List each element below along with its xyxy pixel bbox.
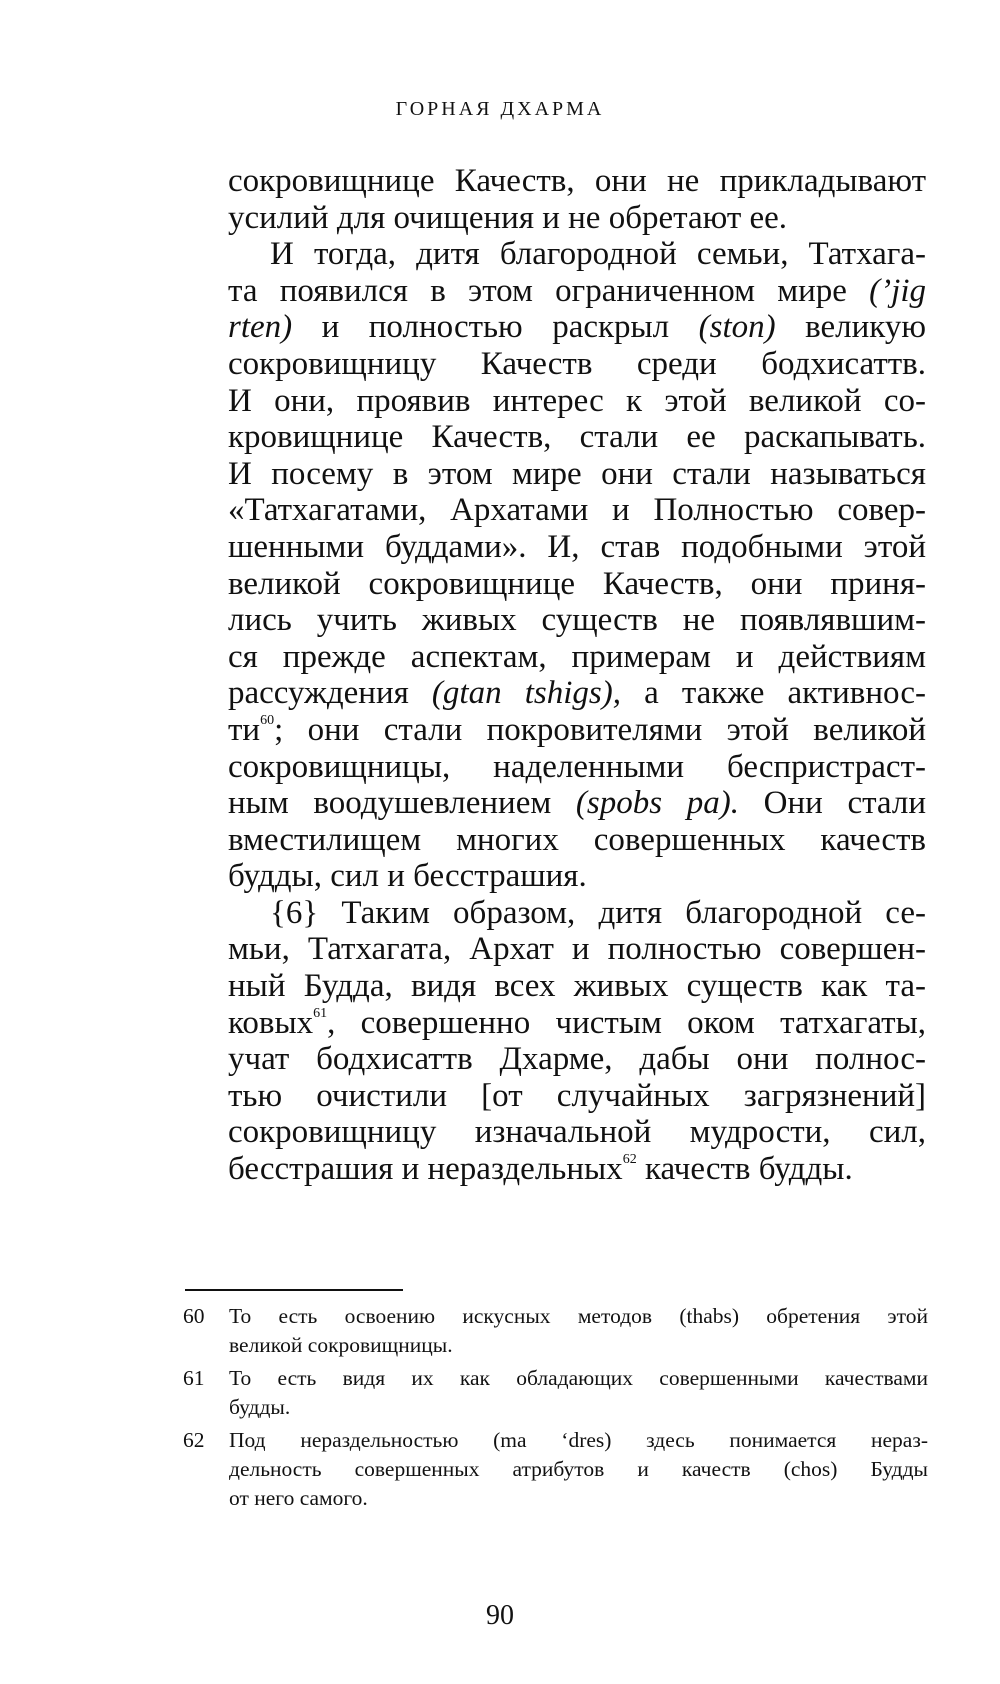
footnote-number: 62: [183, 1428, 205, 1452]
body-line: учат бодхисаттв Дхарме, дабы они полнос-: [228, 1041, 926, 1078]
body-line: сокровищнице Качеств, они не прикладывают: [228, 163, 926, 199]
footnote: [183, 1302, 928, 1360]
footnote-line: Под нераздельностью (ma ‘dres) здесь понимается нераз-: [229, 1428, 928, 1452]
footnote-ref: 61: [313, 1005, 328, 1021]
body-line: И тогда, дитя благородной семьи, Татхага-: [270, 236, 926, 273]
footnote-ref: 60: [260, 712, 275, 728]
body-line: вместилищем многих совершенных качеств: [228, 821, 926, 858]
body-line: ковых$^{61}$, совершенно чистым оком татхагаты,: [228, 1004, 926, 1041]
body-line: кровищнице Качеств, стали ее раскапывать.: [228, 419, 926, 456]
footnote: [183, 1426, 928, 1513]
body-line: бесстрашия и нераздельных$^{62}$ качеств будды.: [228, 1151, 853, 1188]
body-line: $ти^{60}$; они стали покровителями этой великой: [228, 711, 926, 748]
body-line: лись учить живых существ не появлявшим-: [228, 602, 926, 639]
body-line: великой сокровищнице Качеств, они приня-: [228, 565, 926, 602]
footnote-number: 61: [183, 1366, 205, 1390]
footnote-number: 60: [183, 1304, 205, 1328]
body-line: «Татхагатами, Архатами и Полностью совер-: [228, 492, 926, 529]
body-line: рассуждения (gtan tshigs), а также активнос-: [228, 675, 926, 712]
footnote-line: дельность совершенных атрибутов и качеств (chos) Будды: [229, 1457, 928, 1481]
body-line: та появился в этом ограниченном мире (’jig: [228, 272, 926, 309]
body-line: ся прежде аспектам, примерам и действиям: [228, 638, 926, 675]
body-line: тью очистили [от случайных загрязнений]: [228, 1077, 926, 1114]
body-line: усилий для очищения и не обретают ее.: [228, 199, 788, 236]
footnote-line: То есть видя их как обладающих совершенными качествами: [229, 1366, 928, 1390]
footnote-line: от него самого.: [229, 1486, 368, 1510]
body-text: [228, 163, 926, 1188]
body-line: ным воодушевлением (spobs pa). Они стали: [228, 785, 926, 822]
footnote-rule: [185, 1289, 403, 1291]
footnote-line: великой сокровищницы.: [229, 1333, 453, 1357]
body-line: будды, сил и бесстрашия.: [228, 858, 587, 895]
footnote: [183, 1364, 928, 1422]
body-line: шенными буддами». И, став подобными этой: [228, 528, 926, 565]
footnotes: [183, 1302, 928, 1517]
body-line: И они, проявив интерес к этой великой со-: [228, 382, 926, 419]
running-head: ГОРНАЯ ДХАРМА: [395, 98, 605, 120]
body-line: сокровищницу Качеств среди бодхисаттв.: [228, 345, 926, 382]
body-line: ный Будда, видя всех живых существ как та-: [228, 968, 926, 1005]
body-line: сокровищницу изначальной мудрости, сил,: [228, 1114, 926, 1151]
page-number: 90: [486, 1600, 514, 1631]
body-line: {6} Таким образом, дитя благородной се-: [270, 894, 926, 931]
body-line: сокровищницы, наделенными беспристраст-: [228, 748, 926, 785]
footnote-ref: 62: [622, 1152, 637, 1168]
body-line: мьи, Татхагата, Архат и полностью совершен-: [228, 931, 926, 968]
footnote-line: будды.: [229, 1395, 291, 1419]
footnote-line: То есть освоению искусных методов (thabs) обретения этой: [229, 1304, 928, 1328]
body-line: И посему в этом мире они стали называться: [228, 455, 926, 492]
body-line: rten) и полностью раскрыл (ston) великую: [228, 309, 926, 346]
